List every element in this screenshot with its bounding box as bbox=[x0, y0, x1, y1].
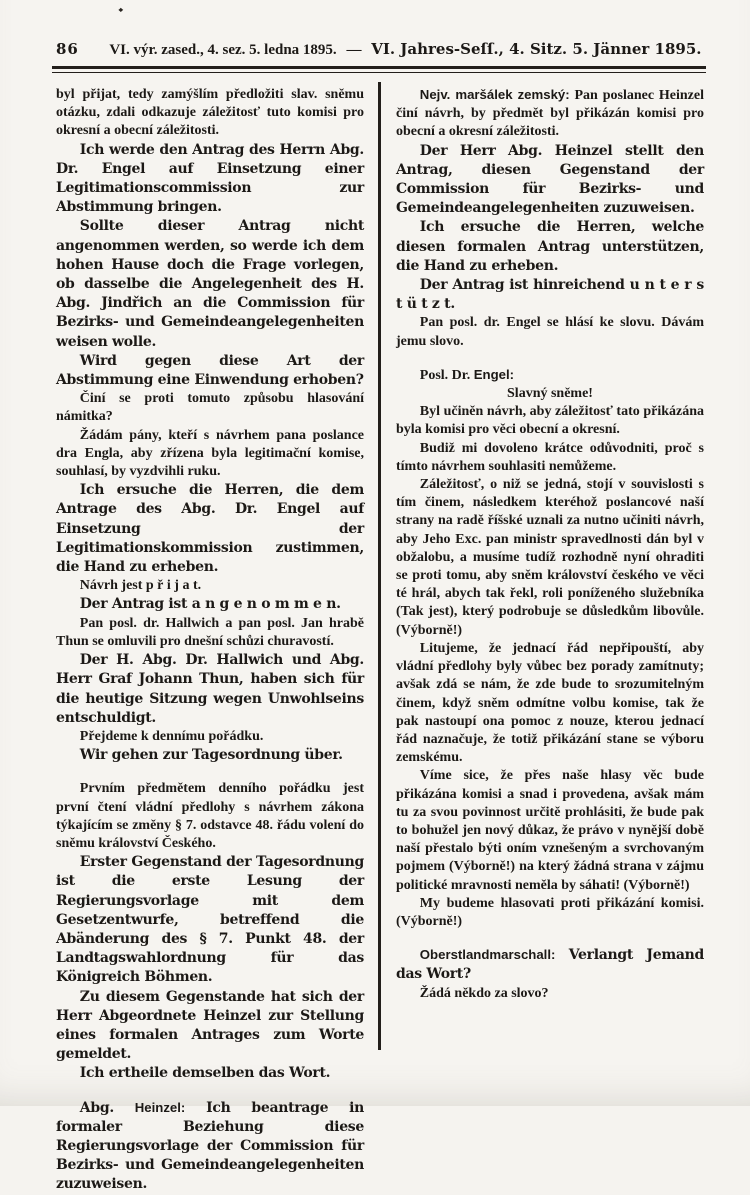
header-double-rule bbox=[52, 66, 706, 73]
paragraph bbox=[396, 946, 704, 984]
czech-text-run: Byl učiněn návrh, aby záležitosť tato přikázána byla komisi pro věci obecní a okresní. bbox=[396, 404, 704, 438]
column-right bbox=[396, 86, 704, 1195]
german-text-run: Wir gehen zur Tagesordnung über. bbox=[79, 747, 343, 764]
german-text-run: Der Antrag ist hinreichend u n t e r s t ü t z t. bbox=[396, 277, 704, 313]
speaker-name: Engel: bbox=[473, 366, 515, 382]
german-text-run: Erster Gegenstand der Tagesordnung ist die erste Lesung der Regierungsvorlage mit dem Gesetzentwurfe, betreffend die Abänderung des § 7. Punkt 48. der Landtagswahlordnung für das Königreich Böhmen. bbox=[56, 854, 364, 986]
paragraph bbox=[396, 476, 704, 640]
paragraph bbox=[56, 577, 364, 595]
czech-text-run: My budeme hlasovati proti přikázání komisi. (Výborně!) bbox=[396, 895, 704, 929]
paragraph bbox=[56, 141, 364, 218]
paragraph bbox=[396, 385, 704, 403]
german-text-run: Ich ersuche die Herren, welche diesen formalen Antrag unterstützen, die Hand zu erheben. bbox=[396, 219, 704, 274]
paragraph bbox=[56, 615, 364, 651]
paragraph bbox=[56, 217, 364, 351]
paragraph bbox=[396, 314, 704, 350]
running-title bbox=[107, 40, 704, 59]
paragraph bbox=[56, 595, 364, 614]
paragraph bbox=[56, 86, 364, 141]
paragraph bbox=[56, 853, 364, 987]
paragraph bbox=[396, 366, 704, 385]
paragraph bbox=[56, 1064, 364, 1083]
paragraph bbox=[56, 988, 364, 1065]
german-text-run: Verlangt Jemand das Wort? bbox=[396, 947, 704, 983]
german-text-run: Der H. Abg. Dr. Hallwich und Abg. Herr Graf Johann Thun, haben sich für die heutige Sitzung wegen Unwohlseins entschuldigt. bbox=[56, 652, 364, 726]
paragraph bbox=[396, 440, 704, 476]
page-number: 86 bbox=[56, 40, 79, 58]
speaker-name: Nejv. maršálek zemský: bbox=[419, 87, 570, 102]
speaker-name: Heinzel: bbox=[134, 1099, 186, 1115]
text-columns bbox=[56, 86, 704, 1195]
paragraph bbox=[56, 746, 364, 765]
czech-text-run: Pan posl. dr. Hallwich a pan posl. Jan hrabě Thun se omluvili pro dnešní schůzi churavostí. bbox=[56, 615, 364, 649]
paragraph bbox=[396, 276, 704, 314]
german-text-run: Der Herr Abg. Heinzel stellt den Antrag, diesen Gegenstand der Commission für Bezirks- und Gemeindeangelegenheiten zuzuweisen. bbox=[396, 142, 704, 217]
running-title-czech: VI. výr. zased., 4. sez. 5. ledna 1895. bbox=[109, 42, 337, 58]
czech-text-run: Přejdeme k dennímu pořádku. bbox=[79, 728, 264, 744]
paragraph bbox=[396, 403, 704, 439]
german-text-run: Der Antrag ist a n g e n o m m e n. bbox=[79, 596, 341, 613]
paragraph bbox=[396, 86, 704, 142]
czech-text-run: Žádám pány, kteří s návrhem pana poslance dra Engla, aby zřízena byla legitimační komise, souhlasí, by vyzdvihli ruku. bbox=[56, 427, 364, 480]
paragraph bbox=[396, 767, 704, 894]
czech-text-run: Záležitosť, o niž se jedná, stojí v souvislosti s tím činem, následkem kteréhož poslancové naší strany na radě říšské uznali za nutno učiniti návrh, aby Jeho Exc. pan ministr spravedlnosti dán byl v obžalobu, a musíme tudíž rozhodně nyní ohraditi se proti tomu, aby sněm království českého ve věci té hrál, abych tak řekl, roli poníženého služebníka (Tak jest), který podrobuje se důsledkům libovůle. (Výborně!) bbox=[396, 477, 704, 638]
czech-text-run: byl přijat, tedy zamýšlím předložiti slav. sněmu otázku, zdali odkazuje záležitosť tuto komisi pro okresní a obecní záležitosti. bbox=[56, 87, 364, 139]
czech-text-run: Prvním předmětem denního pořádku jest první čtení vládní předlohy s návrhem zákona týkajícím se změny § 7. odstavce 48. řádu volení do sněmu království Českého. bbox=[56, 781, 364, 851]
german-text-run: Ich werde den Antrag des Herrn Abg. Dr. Engel auf Einsetzung einer Legitimationscommission zur Abstimmung bringen. bbox=[56, 141, 364, 216]
ink-mark-ornament: ♦ bbox=[118, 6, 124, 14]
paragraph bbox=[396, 985, 704, 1003]
czech-text-run: Žádá někdo za slovo? bbox=[419, 985, 549, 1001]
running-title-german: VI. Jahres-Seſſ., 4. Sitz. 5. Jänner 1895. bbox=[371, 40, 702, 58]
page-header bbox=[56, 40, 704, 59]
paragraph bbox=[56, 780, 364, 853]
paragraph bbox=[56, 728, 364, 746]
czech-text-run: Slavný sněme! bbox=[507, 386, 593, 402]
paragraph bbox=[396, 142, 704, 219]
german-text-run: Ich beantrage in formaler Beziehung diese Regierungsvorlage der Commission für Bezirks- und Gemeindeangelegenheiten zuzuweisen. bbox=[56, 1099, 364, 1193]
german-text-run: Sollte dieser Antrag nicht angenommen werden, so werde ich dem hohen Hause doch die Frage vorlegen, ob dasselbe die Angelegenheit des H. Abg. Jindřich an die Commission für Bezirks- und Gemeindeangelegenheiten weisen wolle. bbox=[56, 218, 364, 350]
column-left bbox=[56, 86, 364, 1195]
paragraph bbox=[56, 651, 364, 728]
german-text-run: Wird gegen diese Art der Abstimmung eine Einwendung erhoben? bbox=[56, 352, 364, 389]
paragraph bbox=[56, 390, 364, 426]
paragraph bbox=[56, 352, 364, 390]
paragraph bbox=[396, 895, 704, 931]
czech-text-run: Víme sice, že přes naše hlasy věc bude přikázána komisi a snad i provedena, avšak mám tu za svou povinnost určitě prohlásiti, že bude pak to bohužel jen nový důkaz, že právo v nynější době naší přestalo býti oním vznešeným a svrchovaným pojmem (Výborně!) na který žádná strana v zájmu politické mravnosti neměla by sáhati! (Výborně!) bbox=[396, 768, 704, 893]
czech-text-run: Činí se proti tomuto způsobu hlasování námitka? bbox=[56, 391, 364, 425]
german-text-run: Ich ersuche die Herren, die dem Antrage des Abg. Dr. Engel auf Einsetzung der Legitimationskommission zustimmen, die Hand zu erheben. bbox=[56, 482, 364, 576]
czech-text-run: Budiž mi dovoleno krátce odůvodniti, proč s tímto návrhem souhlasiti nemůžeme. bbox=[396, 440, 704, 474]
czech-text-run: Posl. Dr. bbox=[419, 367, 474, 383]
czech-text-run: Návrh jest p ř i j a t. bbox=[79, 578, 202, 594]
german-text-run: Zu diesem Gegenstande hat sich der Herr Abgeordnete Heinzel zur Stellung eines formalen Antrages zum Worte gemeldet. bbox=[56, 988, 364, 1063]
paragraph bbox=[56, 427, 364, 482]
title-separator: — bbox=[346, 42, 362, 58]
paragraph bbox=[396, 640, 704, 767]
german-text-run: Abg. bbox=[79, 1099, 135, 1116]
german-text-run: Ich ertheile demselben das Wort. bbox=[79, 1065, 331, 1082]
paragraph bbox=[56, 481, 364, 577]
speaker-name: Oberstlandmarschall: bbox=[419, 947, 556, 963]
czech-text-run: Pan posl. dr. Engel se hlásí ke slovu. Dávám jemu slovo. bbox=[396, 315, 704, 349]
paragraph bbox=[56, 1099, 364, 1195]
czech-text-run: Litujeme, že jednací řád nepřipouští, aby vládní předlohy byly vůbec bez porady zamítnuty; avšak zdá se nám, že zde bude to srozumitelným činem, když sněm odmítne volbu komise, tak že pak nastoupí ona pomoc z nouze, kterou jednací řád naznačuje, že totiž přikázání stane se výboru zemskému. bbox=[396, 640, 704, 766]
czech-text-run: Pan poslanec Heinzel činí návrh, by předmět byl přikázán komisi pro obecní a okresní záležitosti. bbox=[396, 88, 705, 140]
paragraph bbox=[396, 218, 704, 276]
